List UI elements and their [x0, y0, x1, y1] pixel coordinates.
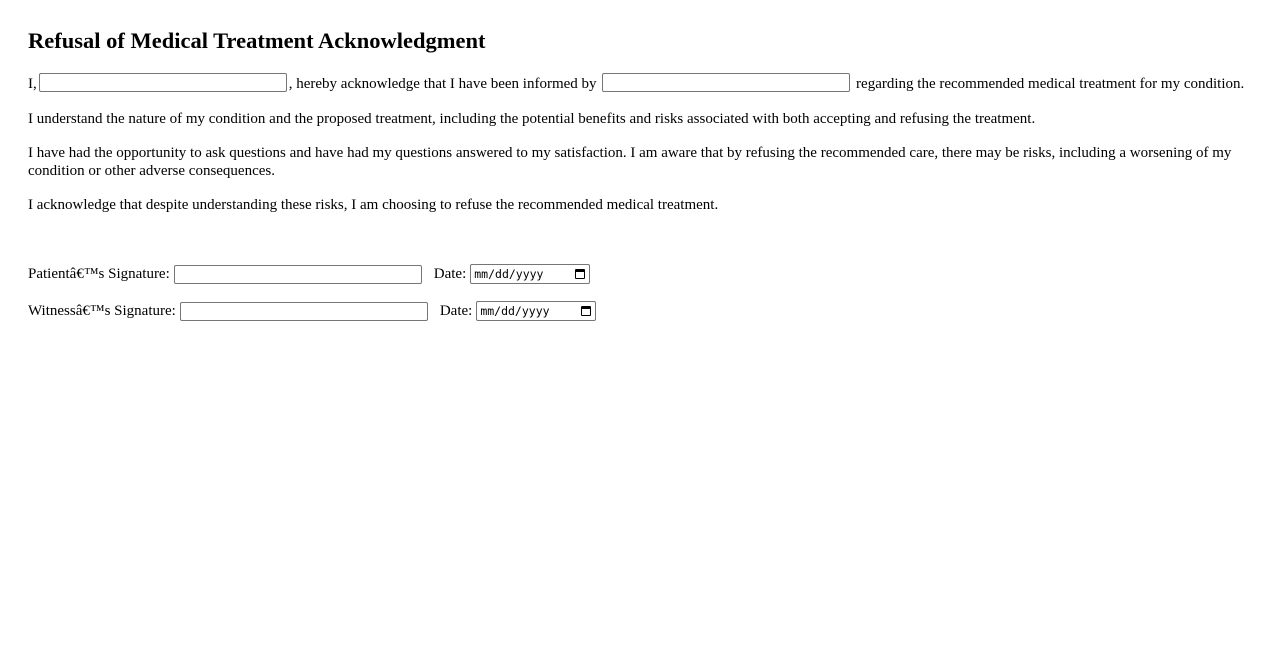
witness-date-input[interactable]	[476, 301, 596, 321]
refusal-form	[0, 0, 1278, 322]
witness-signature-input[interactable]	[180, 302, 428, 321]
paragraph-middle: , hereby acknowledge that I have been informed by	[288, 76, 597, 92]
calendar-icon[interactable]	[581, 306, 591, 316]
refusal-paragraph: I acknowledge that despite understanding these risks, I am choosing to refuse the recommended medical treatment.	[28, 197, 719, 214]
patient-signature-row	[28, 263, 1250, 285]
paragraph-prefix: I,	[28, 76, 37, 92]
witness-date-label: Date:	[439, 303, 473, 320]
questions-paragraph: I have had the opportunity to ask questions and have had my questions answered to my satisfaction. I am aware that by refusing the recommended care, there may be risks, including a worsening of my condition or other adverse consequences.	[28, 145, 1232, 180]
acknowledgment-paragraph	[28, 75, 1250, 94]
provider-name-input[interactable]	[602, 73, 850, 92]
paragraph-suffix: regarding the recommended medical treatment for my condition.	[856, 76, 1245, 92]
page-title: Refusal of Medical Treatment Acknowledgment	[28, 28, 486, 53]
witness-signature-row	[28, 300, 1250, 322]
witness-date-placeholder: mm/dd/yyyy	[480, 304, 550, 319]
patient-name-input[interactable]	[39, 73, 287, 92]
signature-section	[28, 263, 1250, 322]
calendar-icon[interactable]	[575, 269, 585, 279]
understanding-paragraph: I understand the nature of my condition and the proposed treatment, including the potential benefits and risks associated with both accepting and refusing the treatment.	[28, 111, 1036, 128]
patient-signature-label: Patientâ€™s Signature:	[28, 266, 170, 283]
patient-date-input[interactable]	[470, 264, 590, 284]
witness-signature-label: Witnessâ€™s Signature:	[28, 303, 176, 320]
patient-date-label: Date:	[433, 266, 467, 283]
patient-signature-input[interactable]	[174, 265, 422, 284]
patient-date-placeholder: mm/dd/yyyy	[474, 267, 544, 282]
